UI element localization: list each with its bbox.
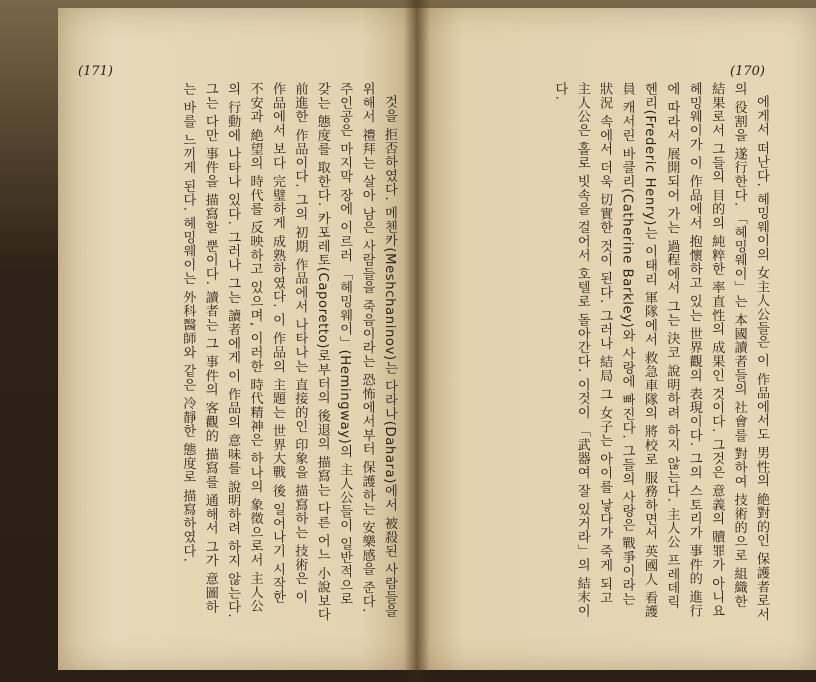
right-page-text — [432, 82, 772, 622]
right-page-paragraph: 에게서 떠난다. 헤밍웨이의 女主人公들은 이 作品에서도 男性의 絶對的인 保護者로서의 役割을 遂行한다. 「헤밍웨이」는 本國讀者들의 社會를 對하여 技術的으로 組織한 結果로서 그들의 目的의 純粹한 率直性의 成果인 것이다. 그것은 意義의 贖罪가 아니요 헤밍웨이가 이 作品에서 抱懷하고 있는 世界觀의 表現이다. 그의 스토리가 事件的 進行에 따라서 展開되어 가는 過程에서 그는 決코 說明하려 하지 않는다. 主人公 프레데릭 헨리(Frederic Henry)는 이태리 軍隊에서 救急車隊의 將校로 服務하면서 英國人 看護員 캐서린 바클리(Catherine Barkley)와 사랑에 빠진다. 그들의 사랑은 戰爭이라는 狀況 속에서 더욱 切實한 것이 된다. 그러나 結局 그 女子는 아이를 낳다가 죽게 되고 主人公은 홀로 빗속을 걸어서 호텔로 돌아간다. 이것이 「武器여 잘 있거라」의 結末이다. — [552, 82, 769, 622]
page-number-right: (170) — [730, 64, 765, 79]
page-number-left: (171) — [78, 64, 113, 79]
book-gutter — [404, 0, 430, 682]
left-page-text — [74, 82, 400, 622]
left-page-paragraph: 것을 拒否하였다. 메첸카(Meshchaninov)는 다라나(Dahara)에서 被殺된 사람들을 위해서 禮拜는 살아 남은 사람들을 죽음이라는 恐怖에서부터 保護하는 安樂感을 준다. 주인공은 마지막 장에 이르러 「헤밍웨이」(Hemingway)의 主人公들이 일반적으로 갖는 態度를 取한다. 카포레토(Caporetto)로부터의 後退의 描寫는 다른 어느 小說보다 前進한 作品이다. 그의 初期 作品에서 나타나는 直接的인 印象을 描寫하는 技術은 이 作品에서 보다 完璧하게 成熟하였다. 이 作品의 主題는 世界大戰 後 일어나기 시작한 不安과 絶望의 時代를 反映하고 있으며, 이러한 時代精神은 하나의 象徵으로서 主人公의 行動에 나타나 있다. 그러나 그는 讀者에게 이 作品의 意味를 說明하려 하지 않는다. 그는 다만 事件을 描寫할 뿐이다. 讀者는 그 事件의 客觀的 描寫를 通해서 그가 意圖하는 바를 느끼게 된다. 헤밍웨이는 外科醫師와 같은 冷靜한 態度로 描寫하였다. — [180, 82, 397, 622]
